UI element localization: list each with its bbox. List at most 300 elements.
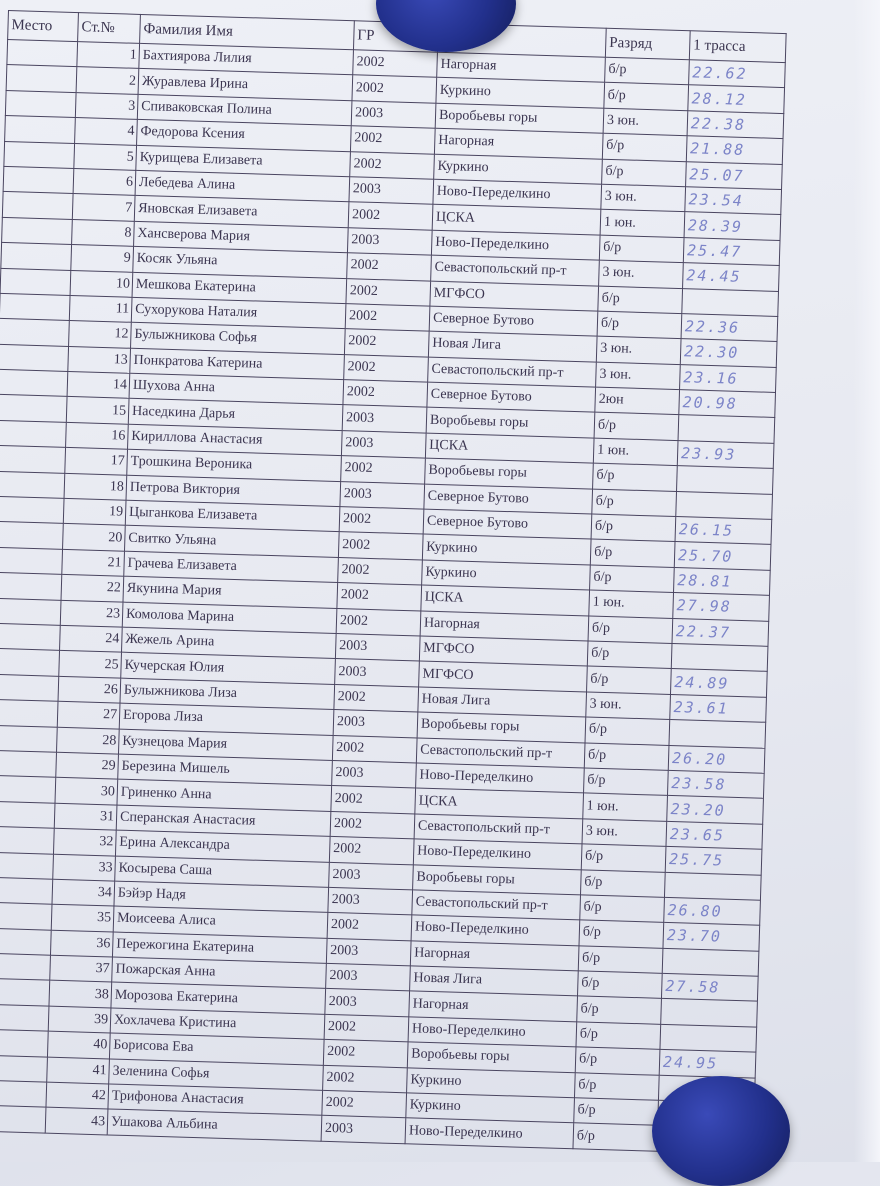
rank-cell: б/р [577,971,662,999]
place-cell [1,243,72,270]
club-cell: ЦСКА [432,205,601,235]
place-cell [0,776,56,803]
rank-cell: 3 юн. [582,819,667,847]
year-cell: 2003 [321,1116,406,1144]
club-cell: Ново-Переделкино [408,1017,577,1047]
club-cell: Воробьевы горы [417,712,586,742]
start-no-cell: 17 [65,448,128,475]
year-cell: 2002 [350,151,435,179]
start-no-cell: 2 [76,67,139,94]
name-cell: Трошкина Вероника [127,449,342,481]
year-cell: 2002 [338,557,423,585]
name-cell: Кучерская Юлия [121,653,336,685]
club-cell: Севастопольский пр-т [414,814,583,844]
year-cell: 2002 [324,1014,409,1042]
year-cell: 2003 [335,659,420,687]
place-cell [0,420,66,447]
start-no-cell: 42 [46,1082,109,1109]
rank-cell: б/р [581,869,666,897]
club-cell: Нагорная [410,941,579,971]
start-no-cell: 3 [75,92,138,119]
name-cell: Грачева Елизавета [124,551,339,583]
paper-edge [854,0,880,1162]
club-cell: Ново-Переделкино [411,915,580,945]
name-cell: Цыганкова Елизавета [125,500,340,532]
club-cell: Куркино [406,1093,575,1123]
rank-cell: б/р [604,83,689,111]
place-cell [7,40,78,67]
name-cell: Шухова Анна [129,373,344,405]
rank-cell: б/р [592,489,677,517]
header-year: ГР [353,21,438,52]
club-cell: Севастопольский пр-т [428,357,597,387]
start-no-cell: 15 [66,397,129,424]
start-no-cell: 34 [52,879,115,906]
name-cell: Моисеева Алиса [113,906,328,938]
club-cell: Ново-Переделкино [413,839,582,869]
rank-cell: б/р [590,539,675,567]
place-cell [0,1080,47,1107]
start-no-cell: 27 [57,701,120,728]
rank-cell: 3 юн. [596,362,681,390]
place-cell [0,522,63,549]
rank-cell: 3 юн. [596,336,681,364]
time-cell: 23.65 [666,821,763,849]
rank-cell: б/р [594,413,679,441]
results-table-wrap [0,10,786,1154]
time-cell: 26.20 [668,745,765,773]
club-cell: ЦСКА [415,788,584,818]
rank-cell: 1 юн. [583,793,668,821]
place-cell [0,852,53,879]
club-cell: Воробьевы горы [435,103,604,133]
name-cell: Петрова Виктория [126,475,341,507]
time-cell: 21.88 [686,136,783,164]
rank-cell: б/р [587,666,672,694]
rank-cell: б/р [585,717,670,745]
place-cell [0,446,66,473]
rank-cell: б/р [591,514,676,542]
year-cell: 2003 [329,862,414,890]
year-cell: 2003 [328,887,413,915]
year-cell: 2002 [352,75,437,103]
rank-cell: б/р [605,57,690,85]
year-cell: 2002 [323,1065,408,1093]
rank-cell: б/р [597,311,682,339]
name-cell: Ушакова Альбина [107,1109,322,1141]
club-cell: Нагорная [434,128,603,158]
start-no-cell: 12 [69,321,132,348]
rank-cell: б/р [574,1072,659,1100]
start-no-cell: 36 [50,930,113,957]
year-cell: 2002 [338,532,423,560]
time-cell [662,948,759,976]
year-cell: 2002 [337,583,422,611]
header-run1: 1 трасса [689,31,786,63]
year-cell: 2002 [345,304,430,332]
time-cell [671,643,768,671]
place-cell [3,166,74,193]
header-start-no: Ст.№ [78,13,141,44]
time-cell [678,415,775,443]
rank-cell: б/р [575,1047,660,1075]
club-cell: Нагорная [437,52,606,82]
rank-cell: б/р [579,920,664,948]
club-cell: Нагорная [420,611,589,641]
time-cell [664,872,761,900]
year-cell: 2003 [335,633,420,661]
name-cell: Косяк Ульяна [133,246,348,278]
start-no-cell: 19 [63,498,126,525]
rank-cell: б/р [599,235,684,263]
year-cell: 2003 [342,405,427,433]
club-cell: Воробьевы горы [413,864,582,894]
header-rank: Разряд [605,28,690,59]
rank-cell: б/р [578,946,663,974]
start-no-cell: 14 [67,372,130,399]
club-cell: Северное Бутово [423,509,592,539]
start-no-cell: 5 [74,143,137,170]
club-cell: Севастопольский пр-т [416,738,585,768]
start-no-cell: 32 [53,828,116,855]
time-cell: 24.89 [670,669,767,697]
start-no-cell: 28 [57,727,120,754]
rank-cell: б/р [602,159,687,187]
year-cell: 2002 [331,786,416,814]
rank-cell: 1 юн. [589,590,674,618]
club-cell: Воробьевы горы [425,458,594,488]
start-no-cell: 9 [71,245,134,272]
year-cell: 2002 [353,50,438,78]
name-cell: Федорова Ксения [137,120,352,152]
year-cell: 2003 [326,938,411,966]
time-cell [677,466,774,494]
year-cell: 2002 [332,735,417,763]
time-cell: 23.93 [677,440,774,468]
year-cell: 2002 [347,253,432,281]
year-cell: 2002 [329,837,414,865]
start-no-cell: 37 [50,955,113,982]
start-no-cell: 11 [69,295,132,322]
time-cell: 23.54 [685,187,782,215]
header-name: Фамилия Имя [140,14,355,49]
name-cell: Наседкина Дарья [128,399,343,431]
name-cell: Трифонова Анастасия [108,1084,323,1116]
rank-cell: 2юн [595,387,680,415]
year-cell: 2003 [326,963,411,991]
club-cell: Севастопольский пр-т [431,255,600,285]
rank-cell: 3 юн. [586,692,671,720]
name-cell: Свитко Ульяна [125,526,340,558]
name-cell: Ерина Александра [115,830,330,862]
start-no-cell: 20 [63,524,126,551]
club-cell: ЦСКА [421,585,590,615]
time-cell: 28.39 [684,212,781,240]
name-cell: Спиваковская Полина [137,94,352,126]
place-cell [0,623,60,650]
club-cell: Куркино [407,1067,576,1097]
time-cell: 22.30 [680,339,777,367]
place-cell [0,319,69,346]
rank-cell: б/р [576,1022,661,1050]
place-cell [0,725,57,752]
start-no-cell: 38 [49,981,112,1008]
start-no-cell: 26 [58,676,121,703]
place-cell [0,293,70,320]
club-cell: Ново-Переделкино [405,1118,574,1148]
place-cell [5,116,76,143]
year-cell: 2002 [334,684,419,712]
club-cell: Куркино [436,78,605,108]
place-cell [0,750,57,777]
start-no-cell: 8 [72,219,135,246]
club-cell: Севастопольский пр-т [412,890,581,920]
rank-cell: б/р [590,565,675,593]
name-cell: Бахтиярова Лилия [139,43,354,75]
place-cell [0,699,58,726]
start-no-cell: 10 [70,270,133,297]
time-cell: 22.38 [687,110,784,138]
rank-cell: б/р [598,286,683,314]
name-cell: Бэйэр Надя [114,881,329,913]
start-no-cell: 16 [66,422,129,449]
place-cell [0,928,51,955]
year-cell: 2003 [325,989,410,1017]
rank-cell: 3 юн. [601,184,686,212]
results-table [0,10,787,1154]
time-cell: 22.62 [689,60,786,88]
year-cell: 2003 [349,177,434,205]
name-cell: Пережогина Екатерина [112,932,327,964]
time-cell: 27.98 [673,593,770,621]
place-cell [0,547,63,574]
rank-cell: б/р [581,844,666,872]
name-cell: Кириллова Анастасия [128,424,343,456]
club-cell: Северное Бутово [427,382,596,412]
rank-cell: б/р [574,1098,659,1126]
time-cell: 23.16 [680,364,777,392]
rank-cell: б/р [573,1123,658,1151]
club-cell: Куркино [434,154,603,184]
club-cell: Новая Лига [428,331,597,361]
rank-cell: 1 юн. [593,438,678,466]
place-cell [2,217,73,244]
time-cell: 24.95 [659,1050,756,1078]
rank-cell: б/р [584,768,669,796]
rank-cell: б/р [584,742,669,770]
club-cell: Ново-Переделкино [431,230,600,260]
place-cell [0,1105,46,1132]
club-cell: Куркино [422,560,591,590]
year-cell: 2002 [343,380,428,408]
start-no-cell: 25 [59,651,122,678]
start-no-cell: 4 [75,118,138,145]
name-cell: Зеленина Софья [109,1059,324,1091]
year-cell: 2003 [340,481,425,509]
start-no-cell: 41 [47,1057,110,1084]
start-no-cell: 21 [62,549,125,576]
place-cell [0,1004,49,1031]
start-no-cell: 39 [48,1006,111,1033]
magnet-icon [652,1076,790,1186]
place-cell [5,90,76,117]
name-cell: Мешкова Екатерина [132,272,347,304]
rank-cell: б/р [588,616,673,644]
start-no-cell: 22 [61,575,124,602]
name-cell: Журавлева Ирина [138,69,353,101]
name-cell: Булыжникова Лиза [120,678,335,710]
year-cell: 2003 [332,760,417,788]
start-no-cell: 6 [73,168,136,195]
name-cell: Егорова Лиза [119,703,334,735]
start-no-cell: 31 [54,803,117,830]
name-cell: Якунина Мария [123,576,338,608]
year-cell: 2003 [333,710,418,738]
time-cell: 25.70 [674,542,771,570]
name-cell: Булыжникова Софья [131,323,346,355]
year-cell: 2002 [336,608,421,636]
time-cell: 23.61 [670,694,767,722]
year-cell: 2002 [323,1040,408,1068]
time-cell: 28.81 [674,567,771,595]
name-cell: Жежель Арина [121,627,336,659]
start-no-cell: 43 [45,1108,108,1135]
year-cell: 2002 [322,1090,407,1118]
start-no-cell: 23 [60,600,123,627]
start-no-cell: 24 [60,625,123,652]
time-cell: 27.58 [661,973,758,1001]
year-cell: 2002 [330,811,415,839]
name-cell: Кузнецова Мария [118,729,333,761]
place-cell [0,649,60,676]
rank-cell: 3 юн. [599,260,684,288]
name-cell: Гриненко Анна [117,779,332,811]
place-cell [0,826,54,853]
club-cell: Ново-Переделкино [416,763,585,793]
time-cell: 26.15 [675,517,772,545]
name-cell: Хохлачева Кристина [110,1008,325,1040]
place-cell [0,1055,47,1082]
name-cell: Березина Мишель [118,754,333,786]
place-cell [0,369,68,396]
club-cell: Нагорная [409,991,578,1021]
time-cell: 25.07 [686,161,783,189]
start-no-cell: 18 [64,473,127,500]
start-no-cell: 33 [53,854,116,881]
year-cell: 2002 [348,202,433,230]
year-cell: 2002 [344,354,429,382]
place-cell [0,902,52,929]
club-cell: Новая Лига [410,966,579,996]
rank-cell: б/р [593,463,678,491]
name-cell: Сперанская Анастасия [116,805,331,837]
place-cell [2,192,73,219]
club-cell: МГФСО [430,281,599,311]
time-cell [682,288,779,316]
time-cell: 23.58 [667,770,764,798]
name-cell: Курищева Елизавета [136,145,351,177]
start-no-cell: 13 [68,346,131,373]
place-cell [0,471,65,498]
name-cell: Пожарская Анна [112,957,327,989]
year-cell: 2002 [341,456,426,484]
place-cell [0,268,71,295]
time-cell: 23.20 [667,796,764,824]
start-no-cell: 40 [47,1031,110,1058]
club-cell: Северное Бутово [429,306,598,336]
time-cell: 24.45 [683,263,780,291]
name-cell: Сухорукова Наталия [131,297,346,329]
rank-cell: б/р [577,996,662,1024]
time-cell: 28.12 [688,85,785,113]
club-cell: Новая Лига [418,687,587,717]
time-cell: 20.98 [679,390,776,418]
name-cell: Морозова Екатерина [111,982,326,1014]
club-cell: МГФСО [419,636,588,666]
club-cell: МГФСО [419,661,588,691]
start-no-cell: 1 [77,42,140,69]
rank-cell: б/р [602,133,687,161]
time-cell [660,1024,757,1052]
name-cell: Косырева Саша [115,856,330,888]
place-cell [4,141,75,168]
time-cell: 22.36 [681,314,778,342]
place-cell [0,344,69,371]
year-cell: 2002 [327,913,412,941]
time-cell [676,491,773,519]
start-no-cell: 29 [56,752,119,779]
year-cell: 2002 [339,507,424,535]
time-cell: 22.37 [672,618,769,646]
name-cell: Комолова Марина [122,602,337,634]
place-cell [0,953,50,980]
year-cell: 2002 [346,278,431,306]
club-cell: Куркино [422,534,591,564]
place-cell [0,496,64,523]
time-cell: 25.47 [683,237,780,265]
name-cell: Борисова Ева [109,1033,324,1065]
time-cell [669,720,766,748]
club-cell: Ново-Переделкино [433,179,602,209]
time-cell [661,999,758,1027]
rank-cell: б/р [580,895,665,923]
place-cell [0,877,53,904]
club-cell: Воробьевы горы [407,1042,576,1072]
place-cell [0,1029,48,1056]
start-no-cell: 35 [51,904,114,931]
year-cell: 2003 [341,430,426,458]
name-cell: Лебедева Алина [135,170,350,202]
place-cell [0,979,50,1006]
name-cell: Понкратова Катерина [130,348,345,380]
club-cell: Воробьевы горы [426,408,595,438]
year-cell: 2003 [347,227,432,255]
header-place: Место [8,11,79,42]
name-cell: Яновская Елизавета [134,196,349,228]
time-cell: 26.80 [664,897,761,925]
place-cell [0,598,61,625]
place-cell [6,65,77,92]
place-cell [0,395,67,422]
place-cell [0,572,62,599]
year-cell: 2002 [344,329,429,357]
year-cell: 2002 [350,126,435,154]
time-cell: 25.75 [665,846,762,874]
table-body [0,40,785,1154]
rank-cell: 1 юн. [600,210,685,238]
year-cell: 2003 [351,101,436,129]
club-cell: Северное Бутово [424,484,593,514]
